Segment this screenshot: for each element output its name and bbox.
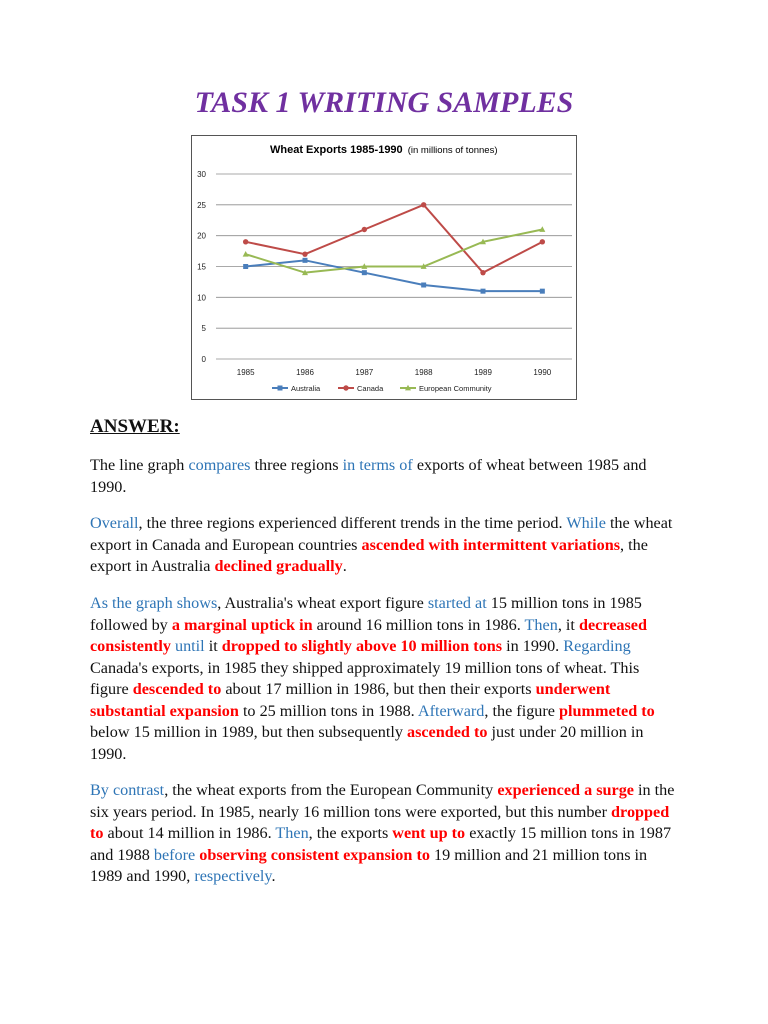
paragraph-text: , it	[557, 615, 579, 634]
data-point	[243, 264, 248, 269]
paragraph-text: Canada's exports, in 1985 they shipped approximately 19 million tons of wheat. This figure	[90, 658, 640, 698]
paragraph-european-community	[90, 780, 680, 888]
highlight-phrase-red: ascended with intermittent variations	[361, 535, 621, 554]
x-tick-label: 1985	[236, 368, 255, 377]
x-tick-label: 1986	[296, 368, 314, 377]
highlight-phrase-blue: before	[153, 845, 196, 864]
legend-marker	[343, 385, 348, 390]
data-point	[421, 202, 426, 207]
highlight-phrase-red: underwent substantial expansion	[90, 680, 611, 720]
highlight-phrase-blue: By contrast	[90, 781, 165, 799]
answer-heading: ANSWER:	[90, 416, 180, 437]
paragraph-text: in the six years period. In 1985, nearly 16 million tons were exported, but this number	[90, 781, 675, 821]
paragraph-text: the wheat export in Canada and European countries	[90, 514, 673, 554]
wheat-exports-chart	[191, 135, 577, 400]
y-tick-label: 10	[197, 293, 206, 303]
data-point	[302, 251, 307, 256]
highlight-phrase-blue: Regarding	[563, 637, 631, 655]
y-tick-label: 25	[197, 200, 206, 210]
x-tick-label: 1987	[355, 368, 374, 377]
highlight-phrase-blue: While	[566, 514, 606, 532]
highlight-phrase-blue: until	[174, 637, 205, 655]
paragraph-text: , the wheat exports from the European Community	[164, 781, 498, 799]
paragraph-intro	[90, 455, 680, 498]
highlight-phrase-blue: As the graph shows	[90, 594, 218, 612]
paragraph-australia-canada	[90, 593, 680, 765]
paragraph-text: in 1990.	[502, 637, 564, 655]
paragraph-text: , the figure	[484, 701, 560, 720]
paragraph-text: , the export in Australia	[90, 535, 648, 575]
paragraph-text: , the three regions experienced different trends in the time period.	[138, 514, 567, 532]
data-point	[480, 270, 485, 275]
chart-svg	[192, 136, 576, 399]
chart-subtitle: (in millions of tonnes)	[407, 145, 498, 156]
chart-title-main: Wheat Exports 1985-1990	[270, 144, 403, 156]
page-title: TASK 1 WRITING SAMPLES	[194, 86, 574, 119]
y-tick-label: 15	[197, 262, 206, 272]
y-tick-label: 5	[201, 324, 206, 334]
paragraph-text: exactly 15 million tons in 1987 and 1988	[90, 824, 672, 864]
highlight-phrase-blue: Overall	[90, 514, 139, 532]
x-tick-label: 1988	[414, 368, 433, 377]
paragraph-overview	[90, 513, 680, 578]
paragraph-text: exports of wheat between 1985 and 1990.	[90, 456, 647, 496]
paragraph-text: around 16 million tons in 1986.	[312, 615, 525, 634]
legend-label: European Community	[419, 384, 492, 393]
chart-title	[270, 144, 498, 156]
legend-label: Canada	[357, 384, 384, 393]
paragraph-text: about 14 million in 1986.	[103, 824, 276, 842]
highlight-phrase-red: plummeted to	[559, 701, 655, 720]
highlight-phrase-blue: compares	[188, 456, 251, 474]
paragraph-text: it	[204, 637, 222, 655]
data-point	[540, 239, 545, 244]
highlight-phrase-blue: Then	[524, 615, 558, 634]
highlight-phrase-blue: Then	[275, 824, 309, 842]
highlight-phrase-red: ascended to	[406, 723, 488, 741]
paragraph-text: just under 20 million in 1990.	[90, 723, 644, 763]
paragraph-text: 19 million and 21 million tons in 1989 and 1990,	[90, 845, 648, 885]
highlight-phrase-blue: respectively	[194, 867, 272, 885]
chart-series	[243, 202, 546, 294]
legend-marker	[278, 386, 283, 391]
x-tick-label: 1990	[533, 368, 552, 377]
legend-label: Australia	[291, 384, 321, 393]
highlight-phrase-red: dropped to slightly above 10 million tons	[221, 637, 503, 655]
paragraph-text: .	[271, 867, 276, 885]
highlight-phrase-red: decreased consistently	[90, 615, 647, 655]
chart-legend	[272, 384, 492, 393]
x-tick-label: 1989	[474, 368, 492, 377]
data-point	[421, 283, 426, 288]
highlight-phrase-blue: started at	[427, 594, 487, 612]
data-point	[243, 239, 248, 244]
y-tick-label: 0	[201, 355, 206, 364]
highlight-phrase-red: a marginal uptick in	[171, 615, 313, 634]
data-point	[362, 270, 367, 275]
paragraph-text: , the exports	[308, 824, 393, 842]
highlight-phrase-red: went up to	[392, 824, 466, 842]
y-tick-label: 20	[197, 231, 206, 241]
paragraph-text: three regions	[250, 456, 343, 474]
paragraph-text: , Australia's wheat export figure	[217, 594, 428, 612]
highlight-phrase-red: descended to	[132, 680, 222, 698]
data-point	[362, 227, 367, 232]
paragraph-text: 15 million tons in 1985 followed by	[90, 594, 642, 634]
y-tick-label: 30	[197, 170, 206, 179]
paragraph-text: .	[342, 557, 347, 575]
paragraph-text: to 25 million tons in 1988.	[238, 701, 418, 720]
highlight-phrase-blue: Afterward	[417, 701, 485, 720]
data-point	[481, 289, 486, 294]
data-point	[243, 251, 249, 257]
highlight-phrase-red: observing consistent expansion to	[199, 845, 430, 864]
data-point	[303, 258, 308, 263]
data-point	[540, 289, 545, 294]
chart-ticks	[197, 170, 552, 377]
paragraph-text: below 15 million in 1989, but then subsequently	[90, 723, 407, 741]
paragraph-text: about 17 million in 1986, but then their exports	[221, 680, 536, 698]
highlight-phrase-blue: in terms of	[342, 456, 413, 474]
highlight-phrase-red: declined gradually	[214, 557, 343, 575]
paragraph-text: The line graph	[90, 456, 189, 474]
highlight-phrase-red: experienced a surge	[497, 781, 634, 799]
highlight-phrase-red: dropped to	[90, 802, 670, 842]
